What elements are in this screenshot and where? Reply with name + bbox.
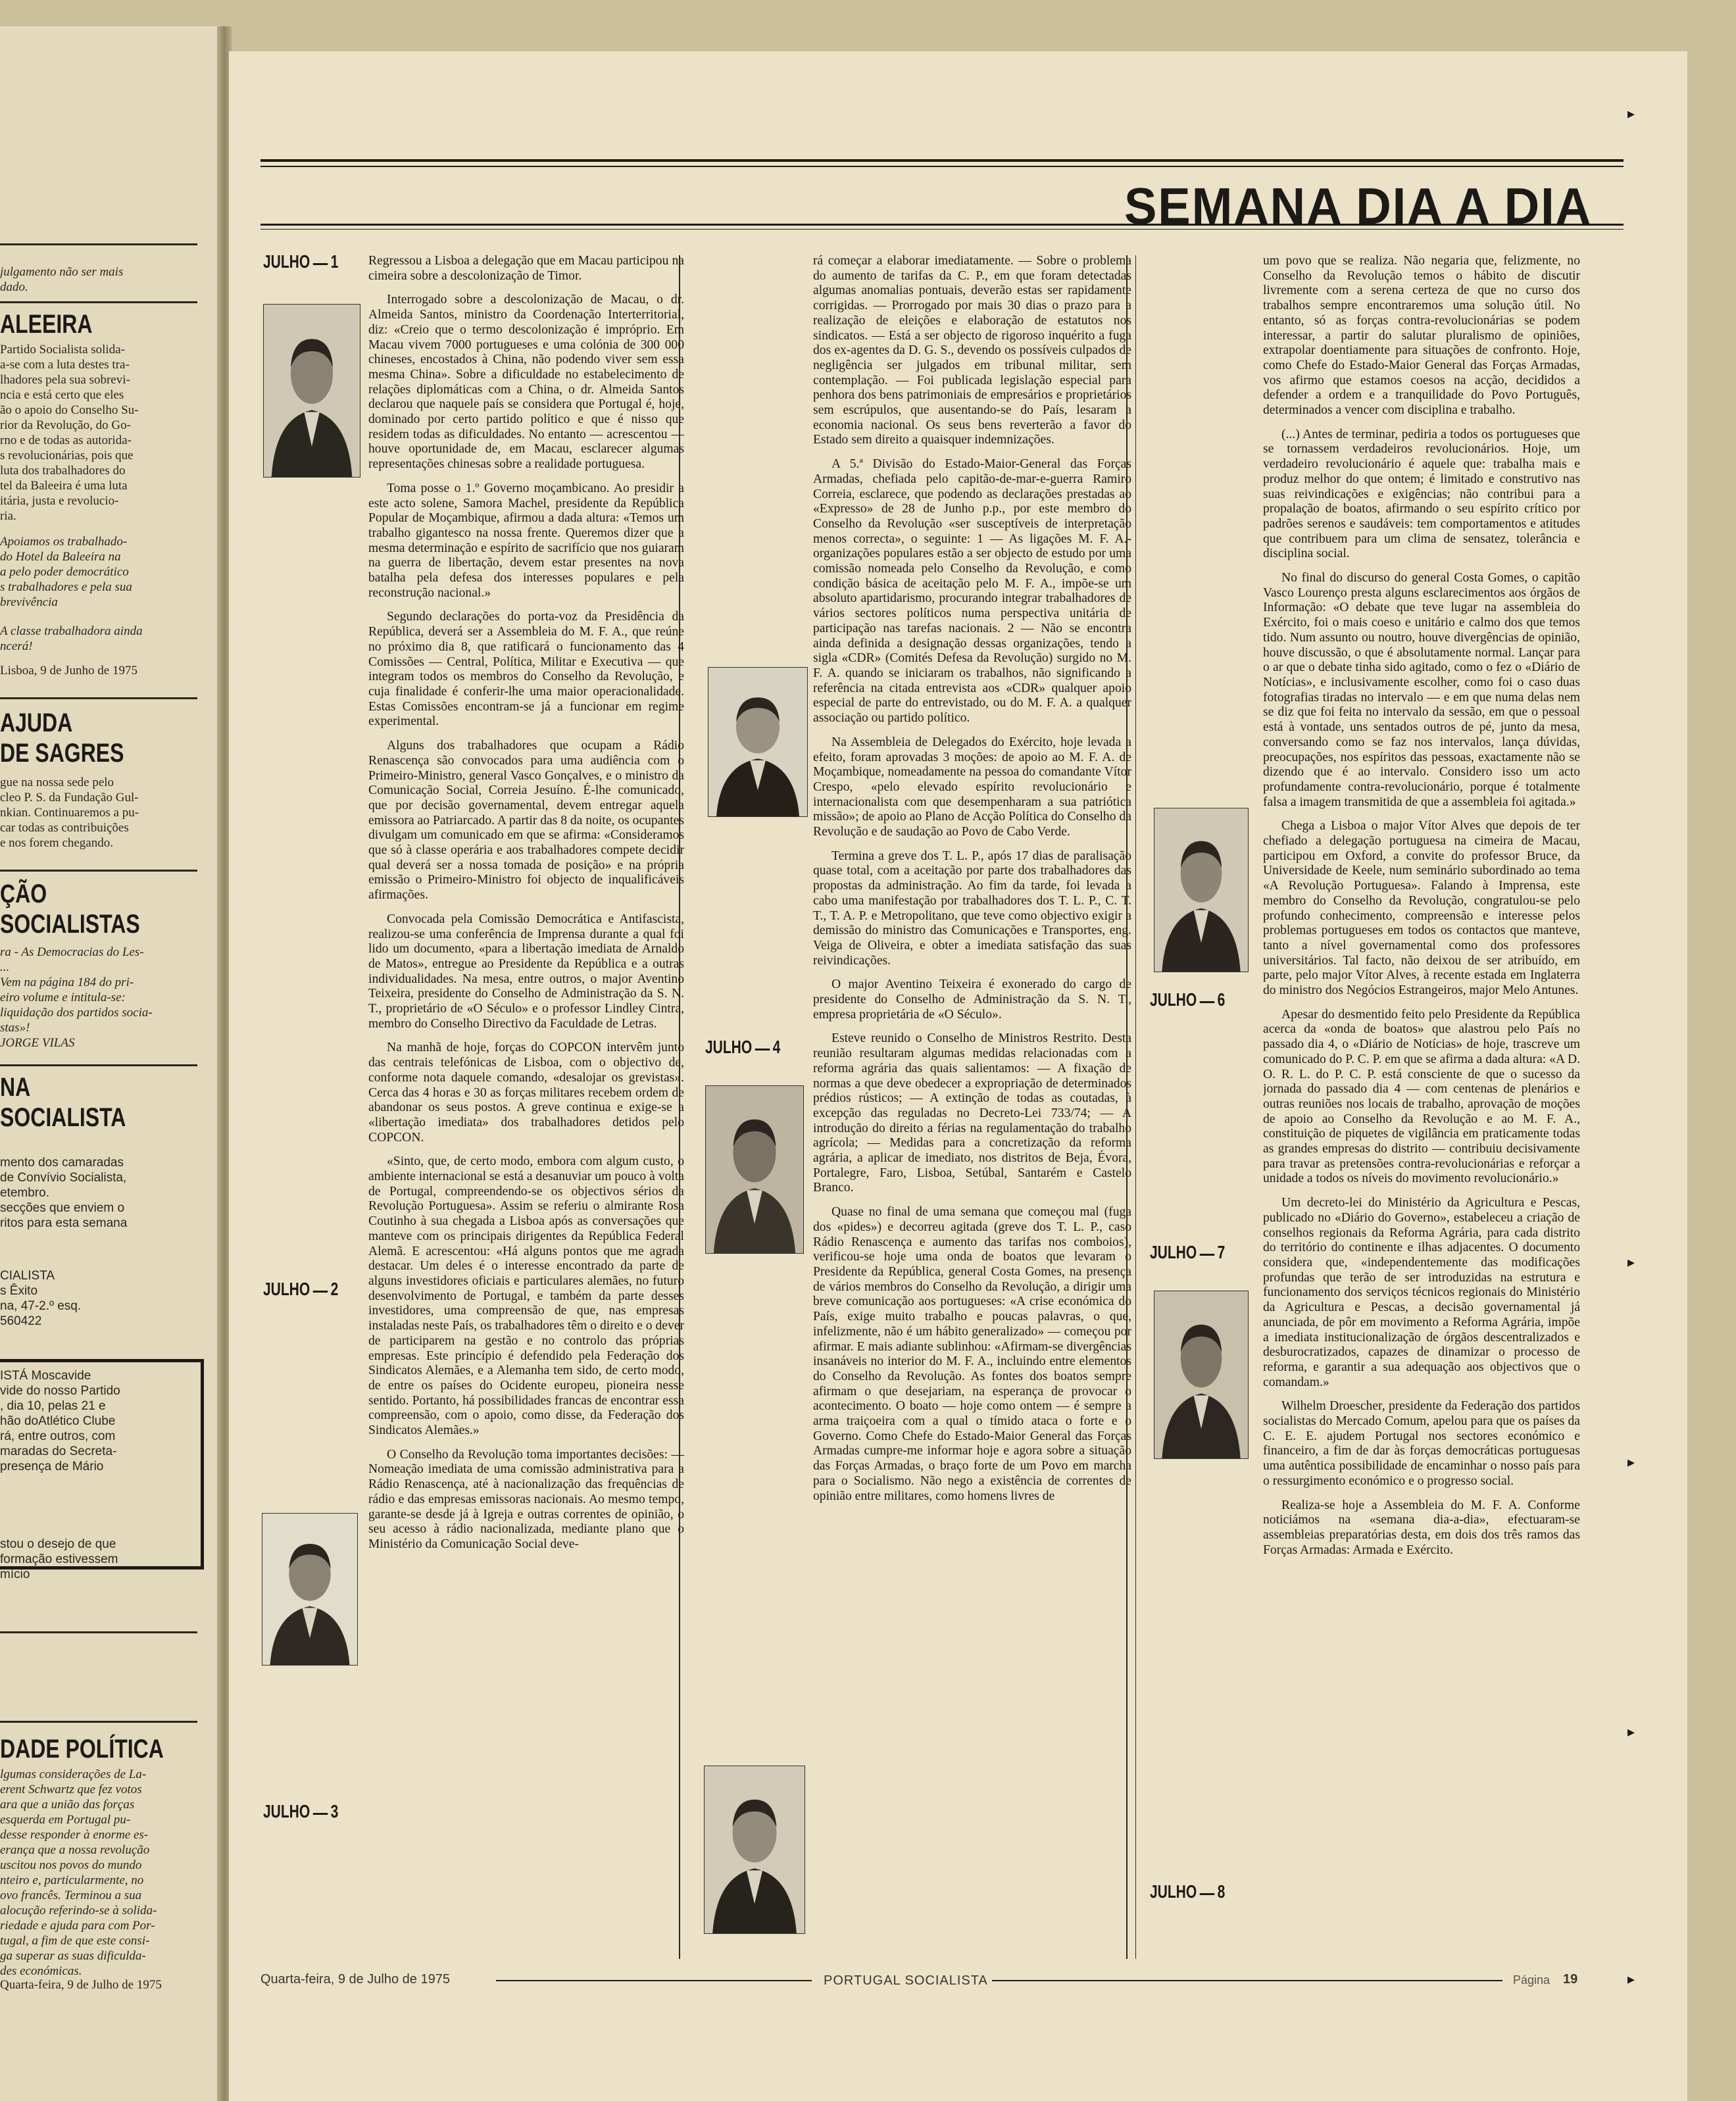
left-page-block bbox=[0, 775, 204, 851]
left-page-line: presença de Mário bbox=[0, 1460, 104, 1473]
date-marker-month: JULHO bbox=[263, 1801, 310, 1821]
date-marker-day: 8 bbox=[1217, 1881, 1226, 1902]
left-page-line: mício bbox=[0, 1568, 30, 1581]
footer-page-label: Página bbox=[1513, 1973, 1550, 1987]
date-marker-underline bbox=[313, 1291, 328, 1293]
left-page-line: s revolucionárias, pois que bbox=[0, 449, 134, 462]
date-marker-month: JULHO bbox=[263, 1279, 310, 1299]
footer-rule-right bbox=[992, 1980, 1502, 1981]
margin-marker-icon: ▸ bbox=[1627, 1971, 1635, 1987]
photo-speaker-microphones bbox=[708, 667, 808, 817]
left-page-line: ncerá! bbox=[0, 639, 33, 653]
left-page-line: tugal, a fim de que este consi- bbox=[0, 1934, 150, 1948]
date-marker-month: JULHO bbox=[1150, 989, 1197, 1010]
left-page-line: formação estivessem bbox=[0, 1552, 118, 1566]
date-marker-month: JULHO bbox=[1150, 1242, 1197, 1262]
left-page-block bbox=[0, 534, 204, 610]
left-page-line: tel da Baleeira é uma luta bbox=[0, 479, 128, 493]
left-page-line: ria. bbox=[0, 509, 16, 523]
article-paragraph: Toma posse o 1.º Governo moçambicano. Ao presidir a este acto solene, Samora Machel, presidente da República Popular de Moçambique, afirmou a dada altura: «Temos um trabalho gigantesco na nossa frente. Queremos dizer que a mesma determinação e espírito de sacrifício que nos guiaram na guerra de libertação, devem estar presentes na nova batalha pela defesa dos interesses populares e pela reconstrução nacional.» bbox=[368, 481, 684, 600]
left-page-block bbox=[0, 879, 140, 939]
article-paragraph: A 5.ª Divisão do Estado-Maior-General das Forças Armadas, chefiada pelo capitão-de-mar-e-guerra Ramiro Correia, esclarece, que podendo as declarações prestadas ao «Expresso» de 28 de Junho p.p., por este membro do Conselho da Revolução «ser susceptíveis de interpretação menos correcta», o seguinte: 1 — As ligações M. F. A.-organizações populares estão a ser objecto de estudo por uma comissão nomeada pelo Conselho da Revolução, e como condição básica de aceitação pelo M. F. A., impõe-se um absoluto apartidarismo, procurando integrar trabalhadores de vários sectores políticos numa perspectiva unitária de participação nas tarefas nacionais. 2 — Não se encontra ainda definida a designação dessas organizações, tendo a sigla «CDR» (Comités Defesa da Revolução) surgido no M. F. A. quando se iniciaram os trabalhos, não significando a referência na citada entrevista aos «CDR» qualquer apoio especial de parte do entrevistado, ou do M. F. A. a qualquer associação ou partido político. bbox=[813, 457, 1131, 726]
margin-marker-icon: ▸ bbox=[1627, 1254, 1635, 1270]
left-page-rule bbox=[0, 243, 197, 245]
left-page-rule bbox=[0, 697, 197, 699]
date-marker-july-7 bbox=[1150, 1242, 1225, 1263]
left-page-line: erança que a nossa revolução bbox=[0, 1843, 150, 1857]
article-paragraph: Realiza-se hoje a Assembleia do M. F. A. Conforme noticiámos na «semana dia-a-dia», efectuaram-se assembleias preparatórias desta, em dois dos três ramos das Forças Armadas: Armada e Exército. bbox=[1263, 1498, 1580, 1557]
left-page-block bbox=[0, 1537, 204, 1582]
left-page-line: erent Schwartz que fez votos bbox=[0, 1783, 142, 1796]
left-page-line: Vem na página 184 do pri- bbox=[0, 976, 134, 989]
left-page-line: ão o apoio do Conselho Su- bbox=[0, 403, 139, 417]
date-marker-july-3 bbox=[263, 1801, 338, 1822]
left-page-line: s Êxito bbox=[0, 1284, 38, 1298]
left-page-block bbox=[0, 1734, 164, 1764]
date-marker-underline bbox=[1200, 1254, 1215, 1256]
left-page-line: ga superar as suas dificulda- bbox=[0, 1949, 146, 1963]
left-page-line: rá, entre outros, com bbox=[0, 1429, 116, 1443]
left-page-block bbox=[0, 1072, 126, 1133]
left-page-block bbox=[0, 309, 92, 339]
date-marker-underline bbox=[1200, 1001, 1215, 1003]
photo-group-protesters bbox=[705, 1085, 804, 1254]
date-marker-day: 2 bbox=[330, 1279, 339, 1299]
left-page-line: do Hotel da Baleeira na bbox=[0, 550, 121, 564]
left-page-line: SOCIALISTA bbox=[0, 1103, 126, 1132]
left-page-line: ALEEIRA bbox=[0, 310, 93, 339]
left-page-line: desse responder à enorme es- bbox=[0, 1828, 149, 1842]
photo-vitor-alves bbox=[1154, 1291, 1249, 1459]
left-page-block bbox=[0, 1155, 204, 1231]
left-page-line: ra - As Democracias do Les- bbox=[0, 945, 144, 959]
article-paragraph: rá começar a elaborar imediatamente. — Sobre o problema do aumento de tarifas da C. P., em que foram detectadas algumas anomalias pontuais, deverão estas ser rapidamente corrigidas. — Prorrogado por mais 30 dias o prazo para a realização de eleições e elaboração de estatutos nos sindicatos. — Está a ser objecto de rigoroso inquérito a fuga dos ex-agentes da D. G. S., devendo os possíveis culpados de negligência ser julgados em tribunal militar, sem contemplação. — Foi publicada legislação especial para penhora dos bens patrimoniais de empresários e proprietários sem escrúpulos, que ausentando-se do País, lesaram a economia nacional. Os seus bens reverterão a favor do Estado sem direito a quaisquer indemnizações. bbox=[813, 254, 1131, 447]
left-page-line: ritos para esta semana bbox=[0, 1216, 128, 1230]
article-paragraph: «Sinto, que, de certo modo, embora com algum custo, o ambiente internacional se está a desanuviar um pouco à volta de Portugal, compreendendo-se os objectivos sérios da Revolução Portuguesa». Assim se referiu o almirante Rosa Coutinho à sua chegada a Lisboa após as conversações que manteve com os principais dirigentes da República Federal Alemã. E acrescentou: «Há alguns pontos que me agrada destacar. Um deles é o interesse encontrado da parte de alguns investidores oficiais e particulares alemães, no futuro desenvolvimento de Portugal, e também da parte desses investidores, uma compreensão de que, nas empresas instaladas neste País, os trabalhadores têm o direito e o dever de participarem na gestão e no controlo das próprias empresas. Este princípio é defendido pela Federação dos Sindicatos Alemães, e a Alemanha tem sido, de certo modo, de entre os países do Ocidente europeu, pioneira nesse sentido. Portanto, há possibilidades francas de encontrar essa compreensão, com o apoio, como disse, da Federação dos Sindicatos Alemães.» bbox=[368, 1154, 684, 1438]
article-paragraph: No final do discurso do general Costa Gomes, o capitão Vasco Lourenço presta alguns esclarecimentos aos órgãos de Informação: «O debate que teve lugar na assembleia do Exército, foi o mais coeso e unitário e calmo dos que temos tido. Num assunto ou noutro, houve divergências de opinião, houve discussão, o que é absolutamente normal. Lançar para o ar que o debate tinha sido agitado, como o fez o «Diário de Notícias», e inclusivamente escolher, como foi o caso duas fotografias tiradas no intervalo — e em que numa delas nem se diz que foi feita no intervalo da sessão, em que o pessoal está à vontade, uns sentados outros de pé, junto da mesa, conversando como se faz nos intervalos, lança dúvidas, preocupações, nos espíritos das pessoas, exactamente não se dizendo que é ao intervalo. Considero isso um acto profundamente contra-revolucionário, porque é totalmente falsa a imagem transmitida de que a assembleia foi agitada.» bbox=[1263, 571, 1580, 809]
left-page-line: ncia e está certo que eles bbox=[0, 388, 124, 402]
left-page-line: A classe trabalhadora ainda bbox=[0, 624, 143, 638]
left-page-line: cleo P. S. da Fundação Gul- bbox=[0, 791, 139, 804]
date-marker-day: 1 bbox=[330, 251, 339, 272]
left-page-line: riedade e ajuda para com Por- bbox=[0, 1919, 155, 1933]
footer-date: Quarta-feira, 9 de Julho de 1975 bbox=[260, 1972, 450, 1987]
margin-marker-icon: ▸ bbox=[1627, 1723, 1635, 1740]
masthead-rule-top bbox=[260, 159, 1624, 162]
left-page-line: stas»! bbox=[0, 1021, 30, 1035]
left-page-line: a pelo poder democrático bbox=[0, 565, 129, 579]
date-marker-underline bbox=[313, 1813, 328, 1815]
left-page-line: ÇÃO bbox=[0, 879, 47, 908]
left-page-line: DE SAGRES bbox=[0, 739, 124, 768]
left-page-rule bbox=[0, 870, 197, 872]
left-page-line: vide do nosso Partido bbox=[0, 1384, 120, 1398]
left-page-line: a-se com a luta destes tra- bbox=[0, 358, 130, 372]
column-rule bbox=[1135, 255, 1136, 1959]
left-page-line: hão doAtlético Clube bbox=[0, 1414, 116, 1428]
left-page-line: ara que a união das forças bbox=[0, 1798, 135, 1812]
article-column-2 bbox=[813, 254, 1131, 1947]
left-page-line: CIALISTA bbox=[0, 1269, 55, 1283]
left-page-line: 560422 bbox=[0, 1314, 42, 1328]
left-page-line: Lisboa, 9 de Junho de 1975 bbox=[0, 664, 137, 678]
left-page-line: rior da Revolução, do Go- bbox=[0, 418, 131, 432]
left-page-rule bbox=[0, 1064, 197, 1066]
article-column-1 bbox=[368, 254, 684, 1947]
left-page-line: itária, justa e revolucio- bbox=[0, 494, 119, 508]
footer-paper-name: PORTUGAL SOCIALISTA bbox=[824, 1973, 988, 1988]
left-page-line: Quarta-feira, 9 de Julho de 1975 bbox=[0, 1978, 162, 1992]
left-page-line: brevivência bbox=[0, 595, 58, 609]
article-paragraph: Regressou a Lisboa a delegação que em Macau participou na cimeira sobre a descolonização de Timor. bbox=[368, 254, 684, 283]
left-page-line: rno e de todas as autorida- bbox=[0, 433, 132, 447]
left-page-line: lgumas considerações de La- bbox=[0, 1767, 147, 1781]
left-page-line: de Convívio Socialista, bbox=[0, 1171, 127, 1185]
left-page-line: SOCIALISTAS bbox=[0, 910, 140, 939]
left-page-block bbox=[0, 708, 124, 768]
left-page-block bbox=[0, 1368, 204, 1474]
article-paragraph: Segundo declarações do porta-voz da Presidência da República, deverá ser a Assembleia do M. F. A., que reúne no próximo dia 8, que ratificará o funcionamento das 4 Comissões — Central, Política, Militar e Executiva — que integram todos os membros do Conselho da Revolução, e cuja finalidade é conferir-lhe uma maior operacionalidade. Estas Comissões encontram-se já a funcionar em regime experimental. bbox=[368, 610, 684, 729]
left-page-line: Apoiamos os trabalhado- bbox=[0, 535, 128, 549]
left-page-block bbox=[0, 1977, 204, 1992]
photo-vasco-lourenco bbox=[1154, 808, 1249, 972]
left-page-line: s trabalhadores e pela sua bbox=[0, 580, 132, 594]
left-page-line: luta dos trabalhadores do bbox=[0, 464, 126, 478]
left-page-line: , dia 10, pelas 21 e bbox=[0, 1399, 106, 1413]
left-page-line: gue na nossa sede pelo bbox=[0, 776, 114, 789]
left-page-line: nteiro e, particularmente, no bbox=[0, 1873, 144, 1887]
article-paragraph: (...) Antes de terminar, pediria a todos os portugueses que se tornassem verdadeiros revolucionários. Hoje, um verdadeiro revolucionário é aquele que: trabalha mais e produz melhor do que ontem; é limitado e construtivo nas suas reivindicações e exigências; não contribui para a propalação de boatos, afirmando o seu espírito crítico por padrões serenos e saudáveis: tem comportamentos e atitudes que contribuem para um clima de sensatez, tolerância e disciplina social. bbox=[1263, 427, 1580, 561]
left-page-rule bbox=[0, 301, 197, 303]
date-marker-underline bbox=[1200, 1893, 1215, 1895]
date-marker-july-6 bbox=[1150, 989, 1225, 1010]
date-marker-july-1 bbox=[263, 251, 338, 272]
article-paragraph: Na manhã de hoje, forças do COPCON intervêm junto das centrais telefónicas de Lisboa, com o objectivo de, conforme nota daquele comando, «desalojar os grevistas». Cerca das 4 horas e 30 as forças militares recebem ordem de abandonar os seus postos. A greve continua e exige-se a «libertação imediata» dos trabalhadores detidos pelo COPCON. bbox=[368, 1041, 684, 1145]
left-page-block bbox=[0, 945, 204, 1035]
left-page-line: AJUDA bbox=[0, 708, 73, 737]
article-column-3 bbox=[1263, 254, 1580, 1947]
left-page-line: dado. bbox=[0, 280, 28, 294]
date-marker-day: 6 bbox=[1217, 989, 1226, 1010]
left-page-line: NA bbox=[0, 1073, 31, 1102]
article-paragraph: Convocada pela Comissão Democrática e Antifascista, realizou-se uma conferência de Imprensa durante a qual foi lido um documento, «para a libertação imediata de Arnaldo de Matos», entregue ao Presidente da República e a outras individualidades. Na mesa, entre outros, o major Aventino Teixeira, presidente do Conselho de Administração da S. N. T., proprietário de «O Século» e o professor Lindley Cintra, membro do Conselho Directivo da Faculdade de Letras. bbox=[368, 912, 684, 1031]
left-page-line: Partido Socialista solida- bbox=[0, 343, 125, 357]
date-marker-underline bbox=[313, 263, 328, 265]
article-paragraph: Termina a greve dos T. L. P., após 17 dias de paralisação quase total, com a aceitação por parte dos trabalhadores das propostas da administração. Ao fim da tarde, foi levada a cabo uma manifestação por trabalhadores dos T. L. P., C. T. T., T. A. P. e Metropolitano, que teve como objectivo exigir a demissão do ministro das Comunicações e Transportes, eng. Veiga de Oliveira, e obter a imediata satisfação das suas reivindicações. bbox=[813, 849, 1131, 968]
masthead-rule-top-thin bbox=[260, 166, 1624, 167]
date-marker-underline bbox=[755, 1049, 770, 1050]
article-paragraph: Wilhelm Droescher, presidente da Federação dos partidos socialistas do Mercado Comum, apelou para que os países da C. E. E. ajudem Portugal nos sectores económico e financeiro, a fim de dar às forças democráticas portuguesas uma autêntica possibilidade de encaminhar o nosso país para o ressurgimento económico e o progresso social. bbox=[1263, 1399, 1580, 1488]
left-page-line: ovo francês. Terminou a sua bbox=[0, 1889, 142, 1902]
article-paragraph: um povo que se realiza. Não negaria que, felizmente, no Conselho da Revolução temos o hábito de discutir livremente com a serena certeza de que no curso dos trabalhos sempre encontraremos uma solução útil. No entanto, só as forças contra-revolucionárias se podem interessar, a partir do salutar pluralismo de opiniões, extrapolar doentiamente para situações de confronto. Hoje, como Chefe do Estado-Maior General das Forças Armadas, vos afirmo que estamos coesos na acção, decididos a defender a ordem e a tranquilidade do Povo Português, determinados a vencer com disciplina e trabalho. bbox=[1263, 254, 1580, 418]
article-paragraph: Na Assembleia de Delegados do Exército, hoje levada a efeito, foram aprovadas 3 moções: de apoio ao M. F. A. de Moçambique, nomeadamente na pessoa do comandante Vítor Crespo, «pelo elevado espírito revolucionário e internacionalista com que desempenharam a sua patriótica missão»; de apoio ao Plano de Acção Política do Conselho da Revolução e de saudação ao Povo de Cabo Verde. bbox=[813, 735, 1131, 839]
margin-marker-icon: ▸ bbox=[1627, 1454, 1635, 1470]
left-page-rule bbox=[0, 1721, 197, 1723]
left-page bbox=[0, 26, 222, 2101]
article-paragraph: Interrogado sobre a descolonização de Macau, o dr. Almeida Santos, ministro da Coordenação Interterritorial, diz: «Creio que o termo descolonização é impróprio. Em Macau vivem 7000 portugueses e uma colónia de 300 000 chineses, encostados à China, não podendo viver sem essa mesma China». Sobre a dificuldade no estabelecimento de relações diplomáticas com a China, o dr. Almeida Santos declarou que naquele país se considera que Portugal é, hoje, dominado por certo partido político e que é nisso que residem todas as dificuldades. No entanto — acrescentou — houve oportunidade de, em Macau, esclarecer algumas representações chinesas sobre a realidade portuguesa. bbox=[368, 293, 684, 472]
left-page-block bbox=[0, 1268, 204, 1329]
article-paragraph: O Conselho da Revolução toma importantes decisões: — Nomeação imediata de uma comissão administrativa para a Rádio Renascença, até à nacionalização das frequências de rádio e das empresas emissoras nacionais. Ao mesmo tempo, garante-se desde já à Igreja e outras correntes de opinião, o seu acesso à rádio nacionalizada, mediante plano que o Ministério da Comunicação Social deve- bbox=[368, 1447, 684, 1551]
article-paragraph: Alguns dos trabalhadores que ocupam a Rádio Renascença são convocados para uma audiência com o Primeiro-Ministro, general Vasco Gonçalves, e o ministro da Comunicação Social, Correia Jesuíno. É-lhe comunicado, que por decisão governamental, devem entregar aquela emissora ao Patriarcado. A partir das 8 da noite, os ocupantes divulgam um comunicado em que se afirma: «Consideramos que só à classe operária e aos trabalhadores compete decidir qual deverá ser a nossa tomada de posição» e na própria emissão o Primeiro-Ministro foi objecto de inqualificáveis afirmações. bbox=[368, 739, 684, 902]
left-page-line: alocução referindo-se à solida- bbox=[0, 1904, 157, 1917]
left-page-line: e nos forem chegando. bbox=[0, 836, 113, 850]
left-page-line: julgamento não ser mais bbox=[0, 265, 124, 279]
left-page-line: ISTÁ Moscavide bbox=[0, 1369, 91, 1383]
left-page-line: na, 47-2.º esq. bbox=[0, 1299, 82, 1313]
footer-page-number: 19 bbox=[1563, 1972, 1578, 1987]
date-marker-day: 3 bbox=[330, 1801, 339, 1821]
date-marker-month: JULHO bbox=[705, 1037, 753, 1057]
photo-almeida-santos bbox=[263, 304, 360, 478]
left-page-line: secções que enviem o bbox=[0, 1201, 125, 1215]
left-page-block bbox=[0, 264, 204, 295]
article-paragraph: Quase no final de uma semana que começou mal (fuga dos «pides») e decorreu agitada (greve dos T. L. P., caso Rádio Renascença e aumento das tarifas nos comboios), verificou-se hoje uma onda de boatos que levaram o Presidente da República, general Costa Gomes, na presença de vários membros do Conselho da Revolução, a dirigir uma breve comunicação aos portugueses: «A crise económica do País, exige muito trabalho e poucas palavras, o que, infelizmente, não é um hábito generalizado» — começou por afirmar. E mais adiante sublinhou: «Afirmam-se divergências insanáveis no interior do M. F. A., incluindo entre elementos do Conselho da Revolução. As fontes dos boatos sempre afirmam o que desejariam, na esperança de provocar o acontecimento. O boato — hoje como ontem — é sempre a arma traiçoeira com a qual o tímido ataca o forte e o Governo. Como Chefe do Estado-Maior General das Forças Armadas cumpre-me informar hoje e agora sobre a situação das Forças Armadas, o braço forte de um Povo em marcha para o Socialismo. Não nego a existência de correntes de opinião entre militares, como homens livres de bbox=[813, 1205, 1131, 1503]
left-page-block bbox=[0, 1767, 204, 1979]
left-page-block bbox=[0, 1035, 204, 1050]
margin-marker-icon: ▸ bbox=[1627, 105, 1635, 122]
left-page-line: car todas as contribuições bbox=[0, 821, 129, 835]
photo-costa-gomes bbox=[704, 1766, 805, 1934]
left-page-block bbox=[0, 342, 204, 524]
masthead-title: SEMANA DIA A DIA bbox=[1124, 177, 1592, 235]
left-page-line: liquidação dos partidos socia- bbox=[0, 1006, 153, 1020]
left-page-line: DADE POLÍTICA bbox=[0, 1735, 164, 1764]
date-marker-month: JULHO bbox=[263, 251, 310, 272]
left-page-line: JORGE VILAS bbox=[0, 1036, 75, 1050]
article-paragraph: O major Aventino Teixeira é exonerado do cargo de presidente do Conselho de Administração da S. N. T., empresa proprietária de «O Século». bbox=[813, 977, 1131, 1022]
date-marker-july-2 bbox=[263, 1279, 338, 1300]
left-page-line: maradas do Secreta- bbox=[0, 1445, 117, 1458]
left-page-line: lhadores pela sua sobrevi- bbox=[0, 373, 130, 387]
date-marker-july-8 bbox=[1150, 1881, 1225, 1902]
date-marker-day: 4 bbox=[772, 1037, 781, 1057]
left-page-line: des económicas. bbox=[0, 1964, 82, 1978]
left-page-line: mento dos camaradas bbox=[0, 1156, 124, 1170]
left-page-rule bbox=[0, 1631, 197, 1633]
article-paragraph: Um decreto-lei do Ministério da Agricultura e Pescas, publicado no «Diário do Governo», estabeleceu a criação de conselhos regionais da Reforma Agrária, para cada distrito do território do continente e ilhas adjacentes. O documento considera que, «independentemente das modificações profundas que terão de ser introduzidas na estrutura e funcionamento dos serviços técnicos regionais do Ministério da Agricultura e Pescas, a decisão governamental já anunciada, de pôr em movimento a Reforma Agrária, impõe a imediata institucionalização de órgãos descentralizados e desburocratizados, capazes de dinamizar o processo de reforma, e garantir a sua adequação aos objectivos que o comandam.» bbox=[1263, 1196, 1580, 1389]
left-page-line: etembro. bbox=[0, 1186, 49, 1200]
left-page-block bbox=[0, 624, 204, 654]
date-marker-day: 7 bbox=[1217, 1242, 1226, 1262]
date-marker-month: JULHO bbox=[1150, 1881, 1197, 1902]
article-paragraph: Esteve reunido o Conselho de Ministros Restrito. Desta reunião resultaram algumas medidas relacionadas com a reforma agrária das quais salientamos: — A fixação de normas a que deve obedecer a expropriação de determinados prédios rústicos; — A extinção de todas as coutadas, à excepção das reguladas no Decreto-Lei 733/74; — A introdução do direito a férias na regulamentação do trabalho agrícola; — Medidas para a concretização da reforma agrária, a aplicar de imediato, nos distritos de Beja, Évora, Portalegre, Faro, Lisboa, Setúbal, Santarém e Castelo Branco. bbox=[813, 1031, 1131, 1195]
left-page-line: ... bbox=[0, 960, 10, 974]
footer-rule-left bbox=[496, 1980, 812, 1981]
left-page-line: uscitou nos povos do mundo bbox=[0, 1858, 142, 1872]
photo-rosa-coutinho bbox=[262, 1513, 358, 1666]
date-marker-july-4 bbox=[705, 1037, 780, 1058]
article-paragraph: Chega a Lisboa o major Vítor Alves que depois de ter chefiado a delegação portuguesa na cimeira de Macau, participou em Oxford, a convite do professor Bruce, da Universidade de Keele, num seminário subordinado ao tema «A Revolução Portuguesa». Falando à Imprensa, este membro do Conselho da Revolução, congratulou-se pelo profundo conhecimento, compreensão e interesse pelos problemas portugueses em todos os contactos que manteve, tanto a nível governamental como dos professores universitários. Tal facto, não deixou de ser atribuído, em parte, pelo major Vítor Alves, à recente estada em Inglaterra do ministro dos Negócios Estrangeiros, major Melo Antunes. bbox=[1263, 819, 1580, 998]
left-page-line: esquerda em Portugal pu- bbox=[0, 1813, 131, 1827]
left-page-line: stou o desejo de que bbox=[0, 1537, 116, 1551]
left-page-block bbox=[0, 663, 204, 678]
left-page-line: eiro volume e intitula-se: bbox=[0, 991, 126, 1004]
left-page-line: nkian. Continuaremos a pu- bbox=[0, 806, 139, 820]
article-paragraph: Apesar do desmentido feito pelo Presidente da República acerca da «onda de boatos» que alastrou pelo País no passado dia 4, o «Diário de Notícias» de hoje, trascreve um comunicado do P. C. P. em que se afirma a dada altura: «A D. O. R. L. do P. C. P. está consciente de que o sucesso da jornada do passado dia 4 — com centenas de plenários e outras reuniões nos locais de trabalho, aprovação de moções de apoio ao Conselho da Revolução e ao M. F. A., constituição de piquetes de vigilância em praticamente todas as grandes empresas do distrito — contribuiu decisivamente para travar as pretensões contra-revolucionárias e reforçar a unidade a todos os níveis do movimento revolucionário.» bbox=[1263, 1007, 1580, 1186]
